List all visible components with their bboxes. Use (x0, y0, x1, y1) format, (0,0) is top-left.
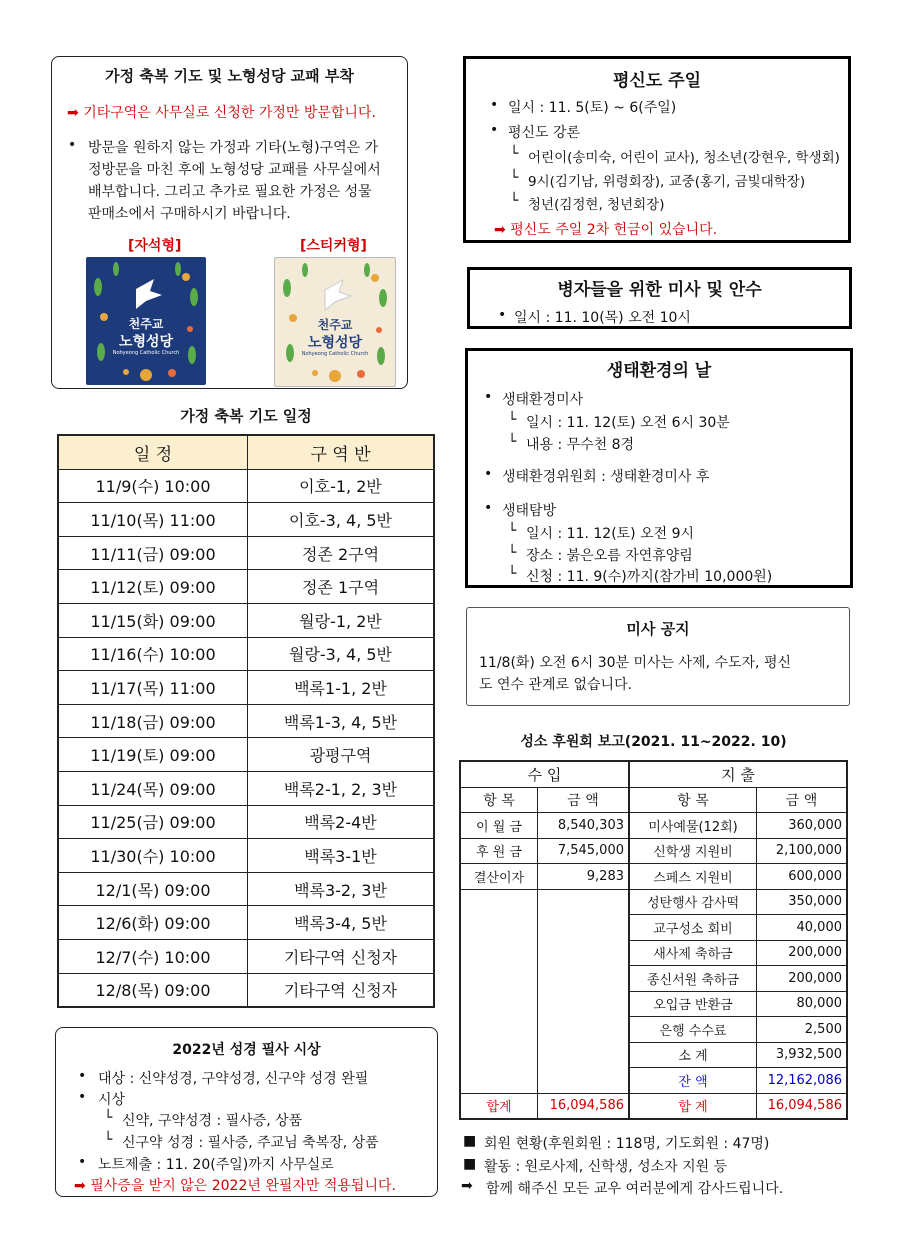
desc-line: 판매소에서 구매하시기 바랍니다. (88, 206, 291, 222)
table-row (58, 671, 434, 705)
sick-mass-section (467, 267, 852, 329)
sub-branch-icon: └ (104, 1132, 113, 1148)
total-label: 합 계 (629, 1093, 757, 1119)
table-header-row (460, 761, 847, 787)
zone-cell: 월랑-1, 2반 (248, 603, 435, 637)
plaque-label: [스티커형] (300, 238, 367, 254)
zone-cell: 기타구역 신청자 (248, 973, 435, 1007)
info-line: 대상 : 신약성경, 구약성경, 신구약 성경 완필 (98, 1071, 369, 1087)
finance-table (459, 760, 848, 1120)
table-row (58, 503, 434, 537)
date-cell: 12/8(목) 09:00 (58, 973, 248, 1007)
expense-amount: 200,000 (757, 966, 848, 992)
sub-branch-icon: └ (510, 170, 519, 186)
plaque-sub: Nohyeong Catholic Church (112, 350, 180, 356)
column-header: 일 정 (58, 435, 248, 469)
expense-amount: 80,000 (757, 991, 848, 1017)
expense-amount: 360,000 (757, 813, 848, 839)
table-row (58, 536, 434, 570)
notice-text: ➡ 평신도 주일 2차 헌금이 있습니다. (494, 222, 718, 238)
column-header: 항 목 (629, 787, 757, 813)
info-line: 9시(김기남, 위령회장), 교중(홍기, 금빛대학장) (528, 174, 806, 190)
sub-branch-icon: └ (508, 434, 517, 450)
note-line: 회원 현황(후원회원 : 118명, 기도회원 : 47명) (484, 1136, 770, 1152)
bullet-icon: • (484, 466, 493, 482)
plaque-name: 노형성당 (307, 335, 363, 351)
schedule-title: 가정 축복 기도 일정 (180, 407, 312, 425)
table-row (58, 839, 434, 873)
zone-cell: 기타구역 신청자 (248, 939, 435, 973)
info-line: 장소 : 붉은오름 자연휴양림 (526, 548, 693, 564)
date-cell: 11/9(수) 10:00 (58, 469, 248, 503)
expense-item: 종신서원 축하금 (629, 966, 757, 992)
bullet-icon: • (78, 1154, 87, 1170)
table-row (460, 889, 847, 915)
info-line: 일시 : 11. 5(토) ~ 6(주일) (508, 100, 677, 116)
info-line: 생태환경위원회 : 생태환경미사 후 (502, 469, 710, 485)
table-row (58, 939, 434, 973)
zone-cell: 백록3-4, 5반 (248, 906, 435, 940)
table-header-row (460, 787, 847, 813)
bullet-icon: • (78, 1089, 87, 1105)
table-row (58, 738, 434, 772)
zone-cell: 백록2-4반 (248, 805, 435, 839)
info-line: 청년(김정현, 청년회장) (528, 197, 665, 213)
info-line: 신청 : 11. 9(수)까지(참가비 10,000원) (526, 569, 773, 585)
date-cell: 11/11(금) 09:00 (58, 536, 248, 570)
date-cell: 11/25(금) 09:00 (58, 805, 248, 839)
income-amount: 7,545,000 (538, 838, 630, 864)
eco-section (465, 348, 853, 588)
table-row (58, 570, 434, 604)
income-item: 이 월 금 (460, 813, 538, 839)
balance-label: 잔 액 (629, 1068, 757, 1094)
square-bullet-icon: ■ (463, 1156, 477, 1172)
info-line: 신약, 구약성경 : 필사증, 상품 (122, 1113, 303, 1129)
date-cell: 11/16(수) 10:00 (58, 637, 248, 671)
expense-amount: 200,000 (757, 940, 848, 966)
info-line: 일시 : 11. 12(토) 오전 6시 30분 (526, 415, 730, 431)
bullet-icon: • (498, 307, 507, 323)
expense-item: 미사예물(12회) (629, 813, 757, 839)
info-line: 내용 : 무수천 8경 (526, 437, 635, 453)
bullet-icon: • (490, 122, 499, 138)
laity-section (463, 56, 851, 243)
info-line: 생태탐방 (502, 503, 557, 519)
section-title: 평신도 주일 (612, 71, 702, 91)
table-row (58, 704, 434, 738)
bullet-icon: • (68, 137, 77, 153)
sub-branch-icon: └ (508, 523, 517, 539)
section-title: 2022년 성경 필사 시상 (172, 1042, 321, 1058)
table-row (460, 864, 847, 890)
info-line: 도 연수 관계로 없습니다. (479, 677, 633, 693)
expense-amount: 40,000 (757, 915, 848, 941)
sub-branch-icon: └ (508, 545, 517, 561)
note-line: 함께 해주신 모든 교우 여러분에게 감사드립니다. (486, 1181, 784, 1197)
expense-amount: 2,100,000 (757, 838, 848, 864)
blessing-section (51, 56, 408, 389)
bible-section (55, 1027, 438, 1197)
sticker-plaque-image (274, 257, 396, 387)
bullet-icon: • (484, 500, 493, 516)
finance-title: 성소 후원회 보고(2021. 11~2022. 10) (520, 734, 787, 750)
total-label: 합계 (460, 1093, 538, 1119)
info-line: 일시 : 11. 12(토) 오전 9시 (526, 526, 695, 542)
total-row (460, 1093, 847, 1119)
sub-branch-icon: └ (508, 412, 517, 428)
date-cell: 11/19(토) 09:00 (58, 738, 248, 772)
sub-branch-icon: └ (508, 566, 517, 582)
empty-cell (460, 889, 538, 1093)
square-bullet-icon: ■ (463, 1133, 477, 1149)
income-item: 결산이자 (460, 864, 538, 890)
table-row (58, 771, 434, 805)
empty-cell (538, 889, 630, 1093)
zone-cell: 백록3-1반 (248, 839, 435, 873)
section-title: 미사 공지 (626, 620, 690, 638)
expense-item: 성탄행사 감사떡 (629, 889, 757, 915)
bullet-icon: • (490, 97, 499, 113)
desc-line: 방문을 원하지 않는 가정과 기타(노형)구역은 가 (88, 140, 379, 156)
column-header: 금 액 (538, 787, 630, 813)
balance-amount: 12,162,086 (757, 1068, 848, 1094)
zone-cell: 이호-3, 4, 5반 (248, 503, 435, 537)
table-row (58, 603, 434, 637)
section-title: 가정 축복 기도 및 노형성당 교패 부착 (105, 67, 354, 85)
info-line: 11/8(화) 오전 6시 30분 미사는 사제, 수도자, 평신 (479, 655, 791, 671)
expense-item: 오입금 반환금 (629, 991, 757, 1017)
sub-branch-icon: └ (510, 193, 519, 209)
schedule-table (57, 434, 435, 1008)
table-row (58, 973, 434, 1007)
date-cell: 11/10(목) 11:00 (58, 503, 248, 537)
date-cell: 12/1(목) 09:00 (58, 872, 248, 906)
subtotal-label: 소 계 (629, 1042, 757, 1068)
zone-cell: 백록1-3, 4, 5반 (248, 704, 435, 738)
sub-branch-icon: └ (510, 146, 519, 162)
date-cell: 11/18(금) 09:00 (58, 704, 248, 738)
zone-cell: 정존 1구역 (248, 570, 435, 604)
column-header: 구 역 반 (248, 435, 435, 469)
total-amount: 16,094,586 (757, 1093, 848, 1119)
income-item: 후 원 금 (460, 838, 538, 864)
info-line: 평신도 강론 (508, 125, 581, 141)
plaque-name: 천주교 (128, 317, 164, 331)
info-line: 일시 : 11. 10(목) 오전 10시 (514, 310, 691, 326)
info-line: 신구약 성경 : 필사증, 주교님 축복장, 상품 (122, 1135, 379, 1151)
section-title: 생태환경의 날 (606, 361, 712, 381)
zone-cell: 백록3-2, 3반 (248, 872, 435, 906)
arrow-icon: ➡ (67, 105, 79, 121)
expense-amount: 2,500 (757, 1017, 848, 1043)
table-row (58, 637, 434, 671)
expense-amount: 350,000 (757, 889, 848, 915)
note-line: 활동 : 원로사제, 신학생, 성소자 지원 등 (484, 1159, 728, 1175)
expense-item: 스페스 지원비 (629, 864, 757, 890)
date-cell: 11/12(토) 09:00 (58, 570, 248, 604)
plaque-label: [자석형] (128, 238, 182, 254)
table-row (460, 838, 847, 864)
subtotal-amount: 3,932,500 (757, 1042, 848, 1068)
info-line: 어린이(송미숙, 어린이 교사), 청소년(강현우, 학생회) (528, 150, 840, 166)
total-amount: 16,094,586 (538, 1093, 630, 1119)
expense-item: 신학생 지원비 (629, 838, 757, 864)
mass-notice-section (466, 607, 850, 706)
table-header-row (58, 435, 434, 469)
notice-text: ➡ 기타구역은 사무실로 신청한 가정만 방문합니다. (67, 105, 376, 121)
income-header: 수 입 (460, 761, 629, 787)
bullet-icon: • (78, 1068, 87, 1084)
expense-item: 은행 수수료 (629, 1017, 757, 1043)
expense-item: 교구성소 회비 (629, 915, 757, 941)
info-line: 노트제출 : 11. 20(주일)까지 사무실로 (98, 1157, 334, 1173)
plaque-sub: Nohyeong Catholic Church (301, 351, 369, 357)
desc-line: 정방문을 마친 후에 노형성당 교패를 사무실에서 (88, 162, 381, 178)
date-cell: 11/30(수) 10:00 (58, 839, 248, 873)
date-cell: 12/6(화) 09:00 (58, 906, 248, 940)
date-cell: 12/7(수) 10:00 (58, 939, 248, 973)
expense-amount: 600,000 (757, 864, 848, 890)
plaque-name: 천주교 (317, 318, 353, 332)
arrow-icon: ➡ (461, 1178, 473, 1194)
bullet-icon: • (484, 389, 493, 405)
income-amount: 8,540,303 (538, 813, 630, 839)
zone-cell: 광평구역 (248, 738, 435, 772)
info-line: 생태환경미사 (502, 392, 584, 408)
sub-branch-icon: └ (104, 1110, 113, 1126)
section-title: 병자들을 위한 미사 및 안수 (557, 280, 762, 300)
zone-cell: 정존 2구역 (248, 536, 435, 570)
income-amount: 9,283 (538, 864, 630, 890)
zone-cell: 백록2-1, 2, 3반 (248, 771, 435, 805)
info-line: 시상 (98, 1092, 126, 1108)
table-row (58, 872, 434, 906)
zone-cell: 이호-1, 2반 (248, 469, 435, 503)
arrow-icon: ➡ (74, 1178, 86, 1194)
date-cell: 11/15(화) 09:00 (58, 603, 248, 637)
plaque-name: 노형성당 (118, 334, 174, 350)
column-header: 항 목 (460, 787, 538, 813)
expense-header: 지 출 (629, 761, 847, 787)
zone-cell: 월랑-3, 4, 5반 (248, 637, 435, 671)
column-header: 금 액 (757, 787, 848, 813)
expense-item: 새사제 축하금 (629, 940, 757, 966)
arrow-icon: ➡ (494, 222, 506, 238)
magnet-plaque-image (86, 257, 206, 385)
table-row (460, 813, 847, 839)
notice-text: ➡ 필사증을 받지 않은 2022년 완필자만 적용됩니다. (74, 1178, 396, 1194)
date-cell: 11/24(목) 09:00 (58, 771, 248, 805)
table-row (58, 469, 434, 503)
zone-cell: 백록1-1, 2반 (248, 671, 435, 705)
desc-line: 배부합니다. 그리고 추가로 필요한 가정은 성물 (88, 184, 372, 200)
table-row (58, 906, 434, 940)
table-row (58, 805, 434, 839)
date-cell: 11/17(목) 11:00 (58, 671, 248, 705)
